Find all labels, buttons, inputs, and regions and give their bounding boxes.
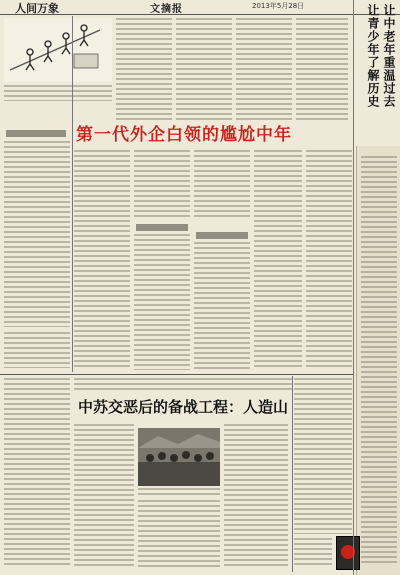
cartoon-drawing xyxy=(4,18,112,82)
text-column xyxy=(138,500,220,568)
vertical-headline xyxy=(351,4,397,144)
text-column xyxy=(361,156,397,566)
page-edge-rule xyxy=(353,0,354,575)
subheading xyxy=(136,224,188,231)
article-photo xyxy=(138,428,220,486)
vertical-headline-line: 让青少年了解历史 xyxy=(366,4,380,108)
article-headline: 中苏交恶后的备战工程：人造山 xyxy=(77,398,288,416)
text-column xyxy=(194,242,250,370)
page-header xyxy=(0,0,400,15)
cartoon-illustration xyxy=(4,18,112,82)
vertical-headline-line: 让中老年重温过去 xyxy=(382,4,396,108)
cartoon-caption xyxy=(4,85,112,101)
text-column xyxy=(306,150,352,370)
adjacent-page-edge xyxy=(356,146,400,575)
article-headline: 第一代外企白领的尴尬中年 xyxy=(76,125,292,145)
text-column xyxy=(296,18,348,120)
masthead: 文摘报 xyxy=(150,4,183,15)
subheading xyxy=(6,130,66,137)
text-column xyxy=(4,141,70,327)
text-column xyxy=(294,538,332,568)
text-column xyxy=(294,378,352,534)
section-title: 人间万象 xyxy=(15,2,59,15)
text-column xyxy=(134,234,190,370)
text-column xyxy=(74,424,134,568)
stamp-image xyxy=(336,536,360,570)
text-band xyxy=(74,378,292,392)
text-column xyxy=(194,150,250,220)
boxed-blurb xyxy=(4,332,70,368)
column-rule xyxy=(72,16,73,372)
photo-caption xyxy=(138,488,220,496)
text-column xyxy=(176,18,232,120)
column-rule xyxy=(292,376,293,572)
photo-content xyxy=(138,428,220,486)
subheading xyxy=(196,232,248,239)
issue-date: 2013年5月28日 xyxy=(252,2,305,10)
text-column xyxy=(254,150,302,370)
section-divider xyxy=(0,374,354,375)
text-column xyxy=(224,424,288,568)
text-column xyxy=(236,18,292,120)
text-column xyxy=(134,150,190,220)
text-column xyxy=(116,18,172,120)
text-column xyxy=(4,378,70,568)
text-column xyxy=(74,150,130,370)
